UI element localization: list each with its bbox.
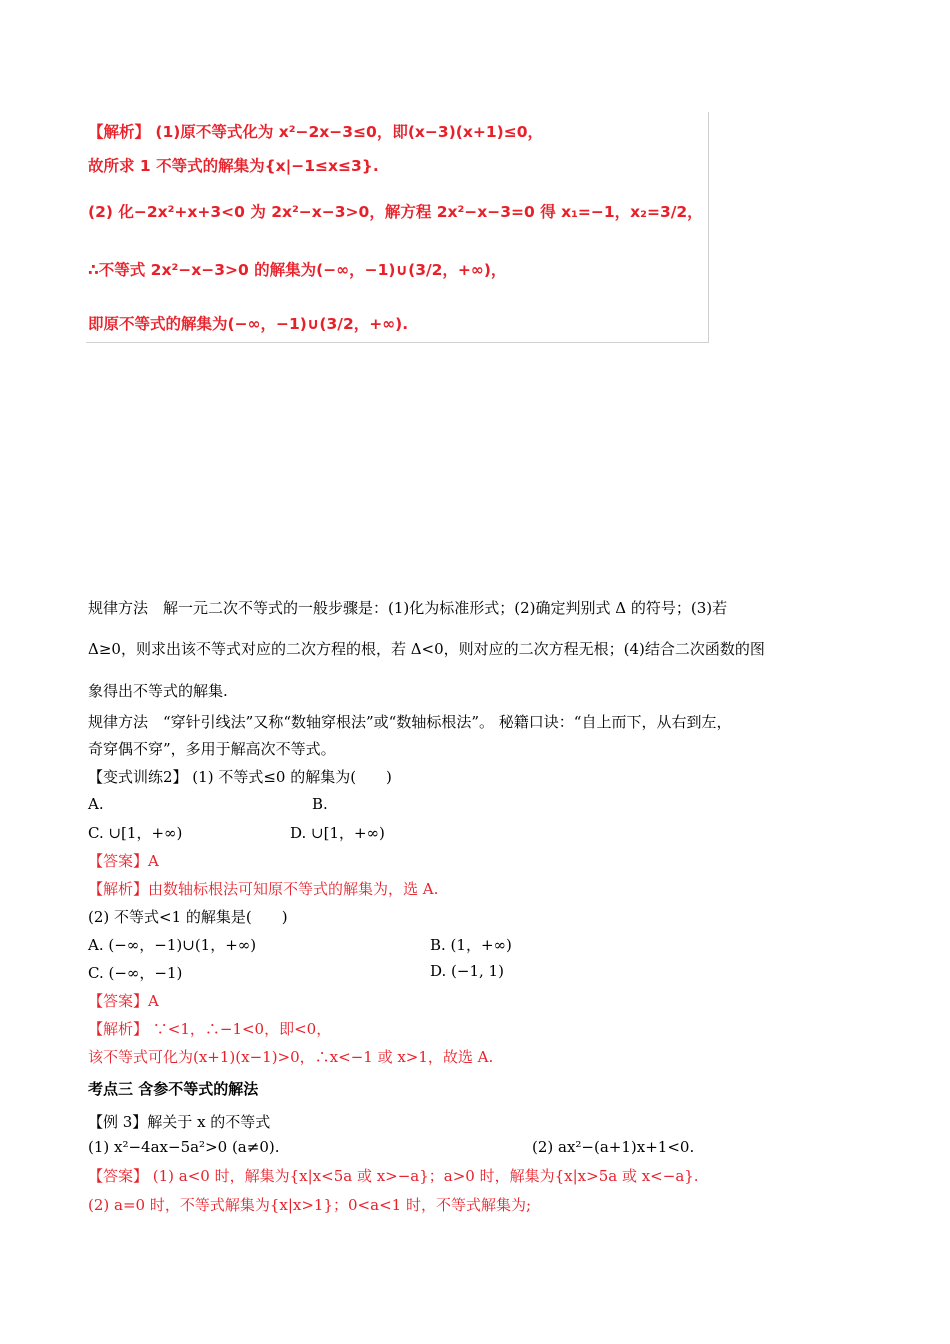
rule2-line-1: 规律方法 “穿针引线法”又称“数轴穿根法”或“数轴标根法”。 秘籍口诀：“自上而下，从右到左， xyxy=(88,713,732,731)
box-line-5: 即原不等式的解集为(−∞，−1)∪(3/2，+∞). xyxy=(88,315,409,333)
exercise2-option-b: B. xyxy=(312,795,328,813)
exercise2-analysis-2-line-1: 【解析】 ∵<1，∴−1<0，即<0， xyxy=(88,1020,332,1038)
exercise2-option-c: C. ∪[1，+∞) xyxy=(88,824,183,842)
exercise2-option-d: D. ∪[1，+∞) xyxy=(290,824,385,842)
box-line-4: ∴不等式 2x²−x−3>0 的解集为(−∞，−1)∪(3/2，+∞)， xyxy=(88,261,507,279)
example3-answer-2: (2) a=0 时，不等式解集为{x|x>1}；0<a<1 时，不等式解集为; xyxy=(88,1196,531,1214)
exercise2-q2-option-d: D. (−1, 1) xyxy=(430,962,504,980)
rule2-line-2: 奇穿偶不穿”，多用于解高次不等式。 xyxy=(88,740,336,758)
exercise2-option-a: A. xyxy=(88,795,104,813)
exercise2-analysis-2-line-2: 该不等式可化为(x+1)(x−1)>0，∴x<−1 或 x>1，故选 A. xyxy=(88,1048,494,1066)
exercise2-q2-option-a: A. (−∞，−1)∪(1，+∞) xyxy=(88,936,257,954)
example3-answer-1: 【答案】 (1) a<0 时，解集为{x|x<5a 或 x>−a}；a>0 时，解集为{x|x>5a 或 x<−a}. xyxy=(88,1167,699,1185)
exercise2-answer-2: 【答案】A xyxy=(88,992,159,1010)
box-line-3: (2) 化−2x²+x+3<0 为 2x²−x−3>0，解方程 2x²−x−3=0 得 x₁=−1，x₂=3/2， xyxy=(88,203,703,221)
exercise2-title: 【变式训练2】 (1) 不等式≤0 的解集为( ) xyxy=(88,768,392,786)
exercise2-q2-option-c: C. (−∞，−1) xyxy=(88,964,183,982)
example3-q2: (2) ax²−(a+1)x+1<0. xyxy=(532,1138,695,1156)
box-line-1: 【解析】 (1)原不等式化为 x²−2x−3≤0，即(x−3)(x+1)≤0， xyxy=(88,123,543,141)
rule1-line-1: 规律方法 解一元二次不等式的一般步骤是：(1)化为标准形式；(2)确定判别式 Δ 的符号；(3)若 xyxy=(88,599,728,617)
rule1-line-2: Δ≥0，则求出该不等式对应的二次方程的根，若 Δ<0，则对应的二次方程无根；(4)结合二次函数的图 xyxy=(88,640,765,658)
example3-title: 【例 3】解关于 x 的不等式 xyxy=(88,1113,271,1131)
section-title-kp3: 考点三 含参不等式的解法 xyxy=(88,1080,259,1098)
exercise2-answer: 【答案】A xyxy=(88,852,159,870)
exercise2-question-2: (2) 不等式<1 的解集是( ) xyxy=(88,908,288,926)
rule1-line-3: 象得出不等式的解集. xyxy=(88,682,228,700)
exercise2-analysis: 【解析】由数轴标根法可知原不等式的解集为，选 A. xyxy=(88,880,439,898)
exercise2-q2-option-b: B. (1，+∞) xyxy=(430,936,512,954)
analysis-image-box xyxy=(86,112,709,343)
box-line-2: 故所求 1 不等式的解集为{x|−1≤x≤3}. xyxy=(88,157,379,175)
example3-q1: (1) x²−4ax−5a²>0 (a≠0). xyxy=(88,1138,280,1156)
